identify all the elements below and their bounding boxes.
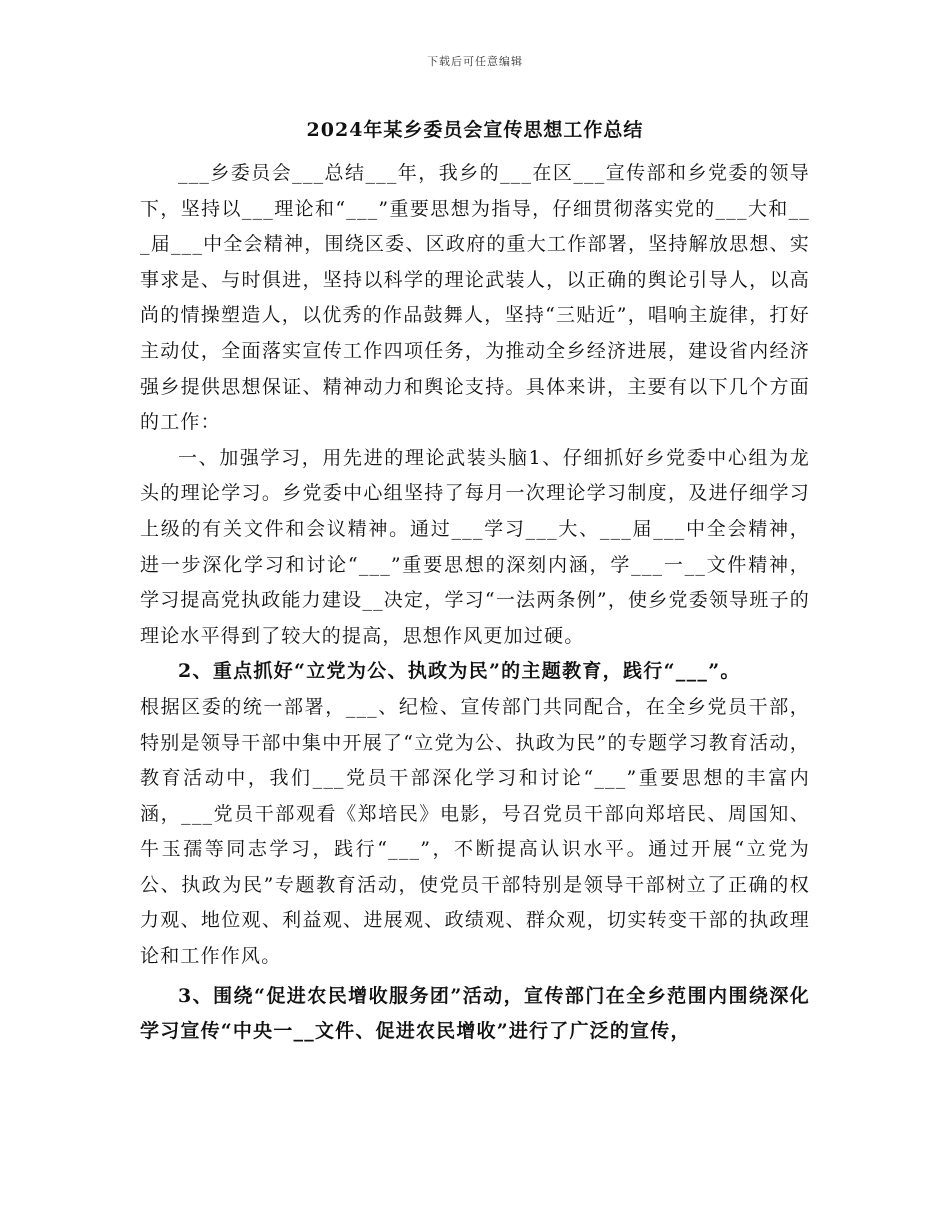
document-body [140, 156, 810, 1050]
paragraph-section-1: 一、加强学习，用先进的理论武装头脑1、仔细抓好乡党委中心组为龙头的理论学习。乡党委中心组坚持了每月一次理论学习制度，及进仔细学习上级的有关文件和会议精神。通过___学习___大、___届___中全会精神，进一步深化学习和讨论“___”重要思想的深刻内涵，学___一__文件精神，学习提高党执政能力建设__决定，学习“一法两条例”，使乡党委领导班子的理论水平得到了较大的提高，思想作风更加过硬。 [140, 446, 810, 647]
header-note: 下载后可任意编辑 [427, 55, 523, 68]
paragraph-heading-2: 2、重点抓好“立党为公、执政为民”的主题教育，践行“___”。 [178, 660, 741, 683]
document-title: 2024年某乡委员会宣传思想工作总结 [306, 119, 644, 141]
paragraph-heading-3: 3、围绕“促进农民增收服务团”活动，宣传部门在全乡范围内围绕深化学习宣传“中央一__文件、促进农民增收”进行了广泛的宣传， [140, 984, 810, 1043]
paragraph-intro: ___乡委员会___总结___年，我乡的___在区___宣传部和乡党委的领导下，坚持以___理论和“___”重要思想为指导，仔细贯彻落实党的___大和___届___中全会精神，围绕区委、区政府的重大工作部署，坚持解放思想、实事求是、与时俱进，坚持以科学的理论武装人，以正确的舆论引导人，以高尚的情操塑造人，以优秀的作品鼓舞人，坚持“三贴近”，唱响主旋律，打好主动仗，全面落实宣传工作四项任务，为推动全乡经济进展，建设省内经济强乡提供思想保证、精神动力和舆论支持。具体来讲，主要有以下几个方面的工作： [140, 162, 810, 434]
paragraph-section-2: 根据区委的统一部署，___、纪检、宣传部门共同配合，在全乡党员干部，特别是领导干部中集中开展了“立党为公、执政为民”的专题学习教育活动，教育活动中，我们___党员干部深化学习和讨论“___”重要思想的丰富内涵，___党员干部观看《郑培民》电影，号召党员干部向郑培民、周国知、牛玉孺等同志学习，践行“___”，不断提高认识水平。通过开展“立党为公、执政为民”专题教育活动，使党员干部特别是领导干部树立了正确的权力观、地位观、利益观、进展观、政绩观、群众观，切实转变干部的执政理论和工作作风。 [140, 695, 810, 968]
